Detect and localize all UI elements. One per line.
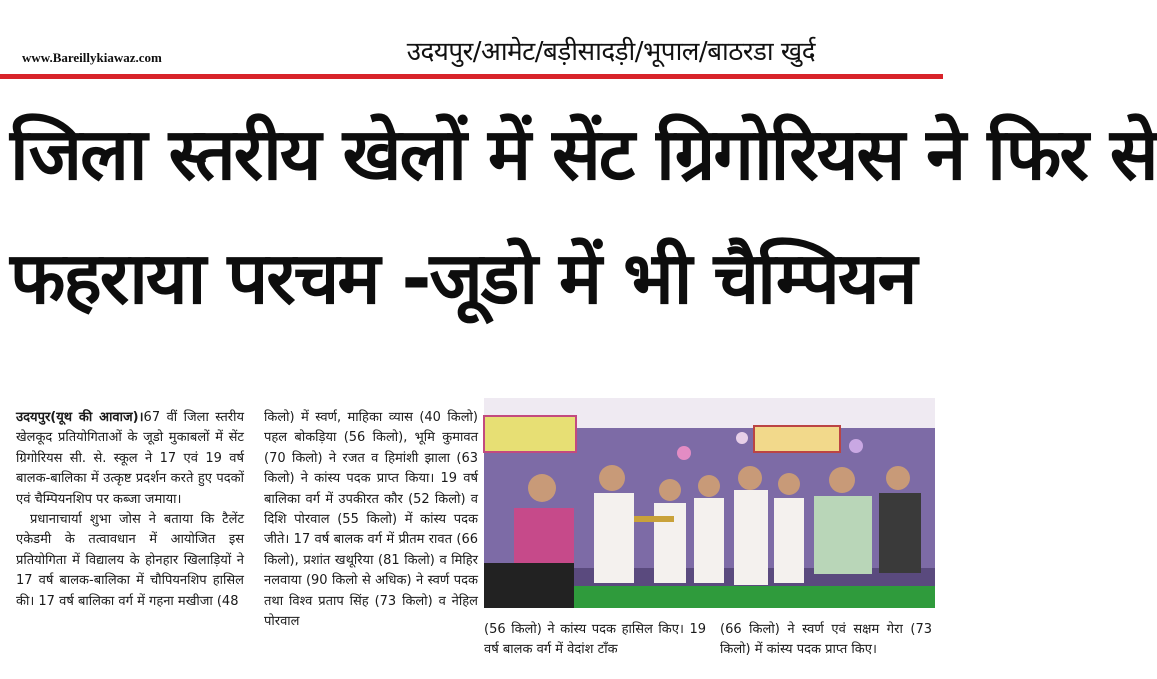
site-url: www.Bareillykiawaz.com — [22, 50, 162, 65]
dateline: उदयपुर(यूथ की आवाज)। — [16, 410, 144, 425]
event-photo-illustration — [484, 398, 935, 608]
article-paragraph-2: प्रधानाचार्या शुभा जोस ने बताया कि टैलेंट एकेडमी के तत्वावधान में आयोजित इस प्रतियोगिता में विद्यालय के होनहार खिलाड़ियों ने 17 वर्ष बालक-बालिका में चौपियनशिप हासिल की। 17 वर्ष बालिका वर्ग में गहना मखीजा (48 — [16, 512, 244, 609]
article-column-1 — [16, 408, 244, 612]
article-column-3-text: (56 किलो) ने कांस्य पदक हासिल किए। 19 वर्ष बालक वर्ग में वेदांश टाँक — [484, 622, 706, 658]
header-divider — [0, 74, 943, 79]
article-column-4 — [720, 620, 932, 661]
headline-line-1: जिला स्तरीय खेलों में सेंट ग्रिगोरियस ने फिर से — [10, 112, 1157, 196]
article-column-4-text: (66 किलो) ने स्वर्ण एवं सक्षम गेरा (73 किलो) में कांस्य पदक प्राप्त किए। — [720, 622, 932, 658]
news-photo — [484, 398, 935, 608]
paragraph-1-text: 67 वीं जिला स्तरीय खेलकूद प्रतियोगिताओं के जूडो मुकाबलों में सेंट ग्रिगोरियस सी. से. स्कूल ने 17 एवं 19 वर्ष बालक-बालिका में उत्कृष्ट प्रदर्शन करते हुए पदकों एवं चैम्पियनशिप पर कब्जा जमाया। — [16, 410, 244, 507]
location-header: उदयपुर/आमेट/बड़ीसादड़ी/भूपाल/बाठरडा खुर्द — [406, 37, 815, 67]
article-column-2-text: किलो) में स्वर्ण, माहिका व्यास (40 किलो) पहल बोकड़िया (56 किलो), भूमि कुमावत (70 किलो) ने रजत व हिमांशी झाला (63 किलो) ने कांस्य पदक प्राप्त किया। 19 वर्ष बालिका वर्ग में उपकीरत कौर (52 किलो) व दिशि पोरवाल (55 किलो) में कांस्य पदक जीते। 17 वर्ष बालक वर्ग में प्रीतम रावत (66 किलो), प्रशांत खथूरिया (81 किलो) व मिहिर नलवाया (90 किलो से अधिक) ने स्वर्ण पदक तथा विश्व प्रताप सिंह (73 किलो) व नेहिल पोरवाल — [264, 410, 478, 630]
article-column-3 — [484, 620, 706, 661]
article-column-2 — [264, 408, 478, 632]
headline — [10, 92, 1157, 340]
headline-line-2: फहराया परचम -जूडो में भी चैम्पियन — [10, 236, 916, 320]
article-paragraph-1 — [16, 408, 244, 510]
